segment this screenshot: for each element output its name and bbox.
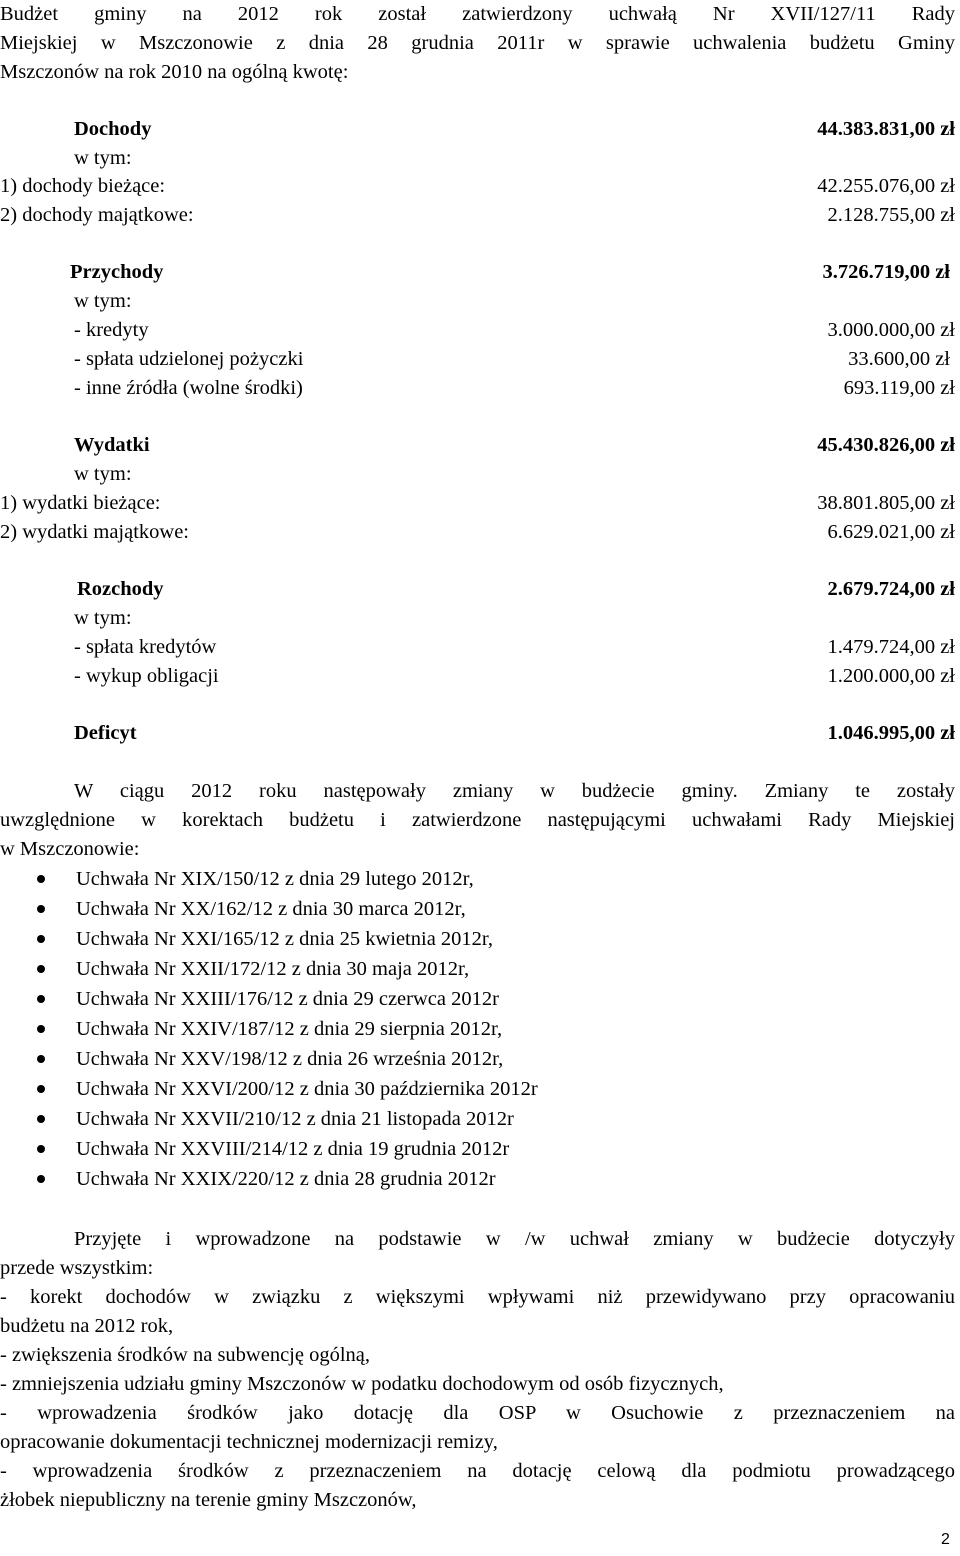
resolution-text: Uchwała Nr XX/162/12 z dnia 30 marca 2012r, [76, 898, 466, 920]
przychody-item-label: - inne źródła (wolne środki) [74, 377, 303, 399]
przychody-item-value: 3.000.000,00 zł [827, 319, 955, 341]
summary-line-3: - korekt dochodów w związku z większymi wpływami niż przewidywano przy opracowaniu [0, 1286, 955, 1308]
resolution-text: Uchwała Nr XXVIII/214/12 z dnia 19 grudnia 2012r [76, 1138, 510, 1160]
summary-line-6: - zmniejszenia udziału gminy Mszczonów w podatku dochodowym od osób fizycznych, [0, 1373, 724, 1395]
dochody-item-value: 42.255.076,00 zł [817, 175, 955, 197]
rozchody-item-label: - wykup obligacji [74, 665, 219, 687]
dochody-label: Dochody [74, 118, 152, 140]
changes-line-2: uwzględnione w korektach budżetu i zatwierdzone następującymi uchwałami Rady Miejskiej [0, 809, 955, 831]
dochody-item-value: 2.128.755,00 zł [827, 204, 955, 226]
bullet-icon [37, 935, 45, 943]
rozchody-wtym: w tym: [74, 607, 132, 629]
przychody-wtym: w tym: [74, 290, 132, 312]
deficyt-total: 1.046.995,00 zł [827, 722, 955, 744]
bullet-icon [37, 1055, 45, 1063]
bullet-icon [37, 1085, 45, 1093]
intro-line-1: Budżet gminy na 2012 rok został zatwierdzony uchwałą Nr XVII/127/11 Rady [0, 3, 955, 25]
rozchody-item-value: 1.479.724,00 zł [827, 636, 955, 658]
przychody-item-value: 33.600,00 zł [848, 348, 950, 370]
bullet-icon [37, 1025, 45, 1033]
resolution-text: Uchwała Nr XXVI/200/12 z dnia 30 października 2012r [76, 1078, 538, 1100]
przychody-item-label: - kredyty [74, 319, 149, 341]
wydatki-label: Wydatki [74, 434, 150, 456]
summary-line-7: - wprowadzenia środków jako dotację dla OSP w Osuchowie z przeznaczeniem na [0, 1402, 955, 1424]
dochody-item-label: 2) dochody majątkowe: [0, 204, 194, 226]
dochody-wtym: w tym: [74, 147, 132, 169]
bullet-icon [37, 875, 45, 883]
resolution-text: Uchwała Nr XXIX/220/12 z dnia 28 grudnia 2012r [76, 1168, 496, 1190]
dochody-item-label: 1) dochody bieżące: [0, 175, 166, 197]
intro-line-2: Miejskiej w Mszczonowie z dnia 28 grudnia 2011r w sprawie uchwalenia budżetu Gminy [0, 32, 955, 54]
wydatki-item-label: 2) wydatki majątkowe: [0, 521, 190, 543]
page-number: 2 [941, 1531, 950, 1548]
rozchody-total: 2.679.724,00 zł [827, 578, 955, 600]
wydatki-item-value: 6.629.021,00 zł [827, 521, 955, 543]
summary-line-9: - wprowadzenia środków z przeznaczeniem na dotację celową dla podmiotu prowadzącego [0, 1460, 955, 1482]
bullet-icon [37, 995, 45, 1003]
rozchody-item-value: 1.200.000,00 zł [827, 665, 955, 687]
changes-line-1: W ciągu 2012 roku następowały zmiany w budżecie gminy. Zmiany te zostały [74, 780, 955, 802]
bullet-icon [37, 1175, 45, 1183]
bullet-icon [37, 1115, 45, 1123]
przychody-item-value: 693.119,00 zł [843, 377, 955, 399]
resolution-text: Uchwała Nr XXIV/187/12 z dnia 29 sierpnia 2012r, [76, 1018, 503, 1040]
resolution-text: Uchwała Nr XXIII/176/12 z dnia 29 czerwca 2012r [76, 988, 499, 1010]
bullet-icon [37, 905, 45, 913]
summary-line-2: przede wszystkim: [0, 1257, 154, 1279]
summary-line-5: - zwiększenia środków na subwencję ogólną, [0, 1344, 371, 1366]
wydatki-item-value: 38.801.805,00 zł [817, 492, 955, 514]
resolution-text: Uchwała Nr XXII/172/12 z dnia 30 maja 2012r, [76, 958, 470, 980]
bullet-icon [37, 1145, 45, 1153]
changes-line-3: w Mszczonowie: [0, 838, 140, 860]
resolution-text: Uchwała Nr XXV/198/12 z dnia 26 września 2012r, [76, 1048, 504, 1070]
rozchody-label: Rozchody [77, 578, 164, 600]
intro-line-3: Mszczonów na rok 2010 na ogólną kwotę: [0, 61, 349, 83]
summary-line-1: Przyjęte i wprowadzone na podstawie w /w uchwał zmiany w budżecie dotyczyły [74, 1228, 955, 1250]
summary-line-8: opracowanie dokumentacji technicznej modernizacji remizy, [0, 1431, 498, 1453]
wydatki-wtym: w tym: [74, 463, 132, 485]
resolution-text: Uchwała Nr XIX/150/12 z dnia 29 lutego 2012r, [76, 868, 474, 890]
summary-line-4: budżetu na 2012 rok, [0, 1315, 174, 1337]
resolution-text: Uchwała Nr XXVII/210/12 z dnia 21 listopada 2012r [76, 1108, 514, 1130]
wydatki-item-label: 1) wydatki bieżące: [0, 492, 161, 514]
summary-line-10: żłobek niepubliczny na terenie gminy Mszczonów, [0, 1489, 417, 1511]
dochody-total: 44.383.831,00 zł [817, 118, 955, 140]
wydatki-total: 45.430.826,00 zł [817, 434, 955, 456]
przychody-total: 3.726.719,00 zł [822, 261, 950, 283]
przychody-label: Przychody [70, 261, 164, 283]
przychody-item-label: - spłata udzielonej pożyczki [74, 348, 304, 370]
bullet-icon [37, 965, 45, 973]
deficyt-label: Deficyt [74, 722, 137, 744]
resolution-text: Uchwała Nr XXI/165/12 z dnia 25 kwietnia 2012r, [76, 928, 494, 950]
rozchody-item-label: - spłata kredytów [74, 636, 217, 658]
